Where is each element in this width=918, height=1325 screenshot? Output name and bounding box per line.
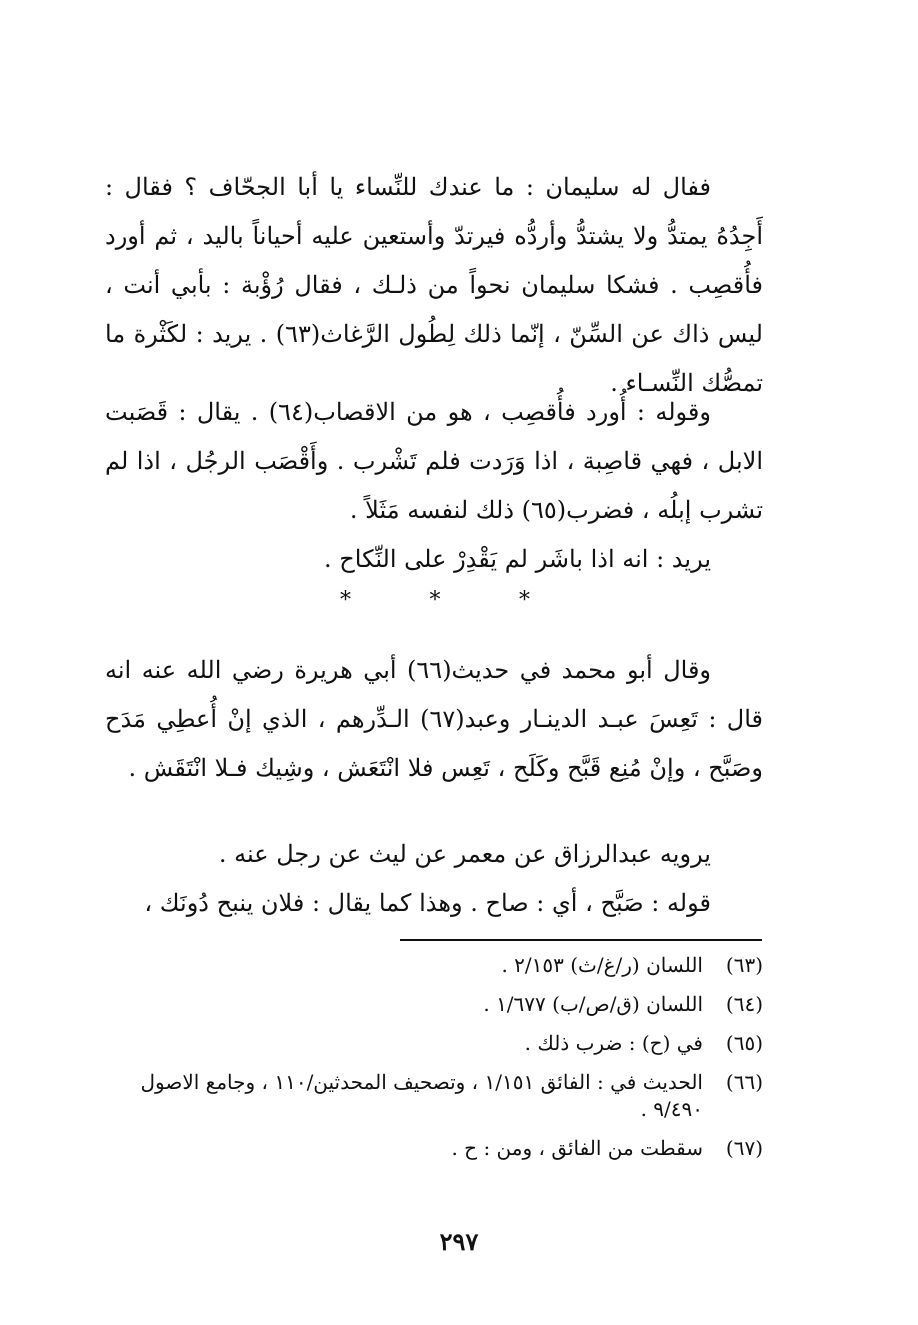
footnote-number: (٦٤)	[725, 992, 763, 1016]
paragraph-4-text: وقال أبو محمد في حديث(٦٦) أبي هريرة رضي الله عنه انه قال : تَعِسَ عبـد الدينـار وعبد(٦٧) الـدِّرهم ، الذي إنْ أُعطِي مَدَح وصَبَّح ، وإنْ مُنِع قَبَّح وكَلَح ، تَعِس فلا انْتَعَش ، وشِيك فـلا انْتَقَش .	[105, 656, 763, 782]
paragraph-5	[105, 830, 763, 879]
paragraph-6	[105, 879, 763, 928]
footnote-64	[105, 991, 763, 1018]
footnote-number: (٦٦)	[725, 1070, 763, 1094]
paragraph-1-text: ففال له سليمان : ما عندك للنِّساء يا أبا الجحّاف ؟ فقال : أَجِدُهُ يمتدُّ ولا يشتدُّ وأردُّه فيرتدّ وأستعين عليه أحياناً باليد ، ثم أورد فأُقصِب . فشكا سليمان نحواً من ذلـك ، فقال رُؤْبة : بأبي أنت ، ليس ذاك عن السِّنّ ، إنّما ذلك لِطُول الرَّغاث(٦٣) . يريد : لكَثْرة ما تمصُّك النِّسـاء .	[105, 173, 763, 397]
separator-star: *	[519, 588, 530, 613]
footnote-text: في (ح) : ضرب ذلك .	[524, 1031, 703, 1055]
footnote-number: (٦٣)	[725, 953, 763, 977]
paragraph-2	[105, 388, 763, 535]
paragraph-4	[105, 646, 763, 793]
footnote-63	[105, 952, 763, 979]
page-number: ٢٩٧	[439, 1227, 479, 1256]
paragraph-6-text: قوله : صَبَّح ، أي : صاح . وهذا كما يقال : فلان ينبح دُونَك ،	[144, 889, 711, 917]
footnote-67	[105, 1135, 763, 1162]
paragraph-1	[105, 163, 763, 408]
footnote-text: اللسان (ر/غ/ث) ٢/١٥٣ .	[501, 953, 703, 977]
footnote-66	[105, 1069, 763, 1123]
section-separator	[340, 588, 530, 613]
separator-star: *	[340, 588, 351, 613]
paragraph-3	[105, 535, 763, 584]
separator-star: *	[429, 588, 441, 613]
footnote-text: سقطت من الفائق ، ومن : ح .	[451, 1136, 703, 1160]
paragraph-5-text: يرويه عبدالرزاق عن معمر عن ليث عن رجل عنه .	[218, 840, 711, 868]
footnote-text: اللسان (ق/ص/ب) ١/٦٧٧ .	[483, 992, 703, 1016]
footnote-number: (٦٥)	[725, 1031, 763, 1055]
footnotes	[105, 952, 763, 1174]
footnote-number: (٦٧)	[725, 1136, 763, 1160]
footnote-divider	[400, 939, 762, 941]
paragraph-3-text: يريد : انه اذا باشَر لم يَقْدِرْ على النِّكاح .	[324, 545, 711, 573]
footnote-text: الحديث في : الفائق ١/١٥١ ، وتصحيف المحدثين/١١٠ ، وجامع الاصول ٩/٤٩٠ .	[140, 1070, 703, 1121]
paragraph-2-text: وقوله : أُورد فأُقصِب ، هو من الاقصاب(٦٤) . يقال : قَصَبت الابل ، فهي قاصِبة ، اذا وَرَدت فلم تَشْرب . وأَقْصَب الرجُل ، اذا لم تشرب إبلُه ، فضرب(٦٥) ذلك لنفسه مَثَلاً .	[105, 398, 763, 524]
footnote-65	[105, 1030, 763, 1057]
